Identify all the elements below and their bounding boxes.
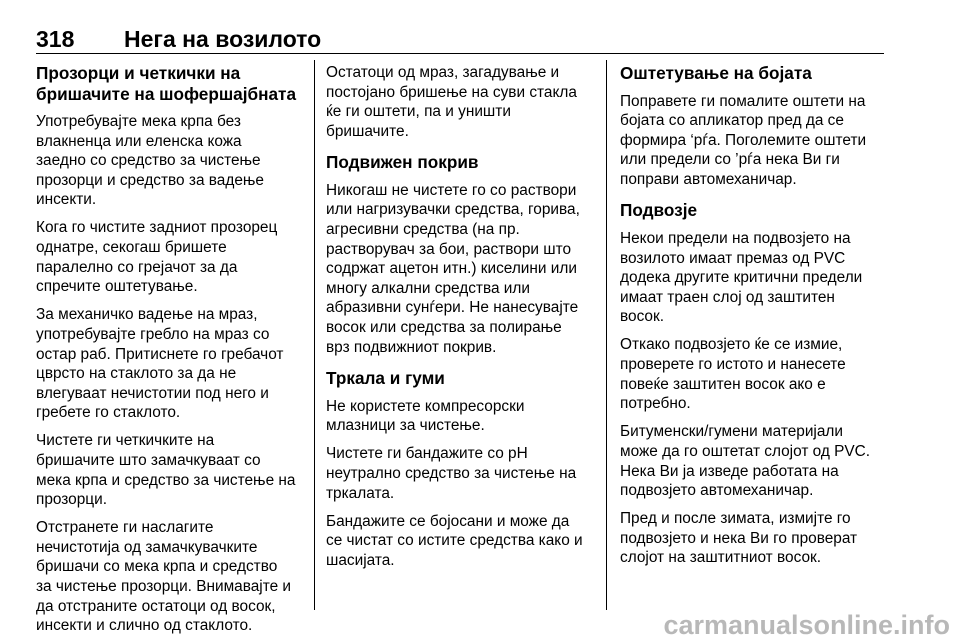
text-line: Не користете компресорски — [326, 397, 525, 415]
text-line: или нагризувачки средства, горива, — [326, 201, 580, 219]
section-heading-paint-damage: Оштетување на бојата — [620, 63, 812, 83]
paragraph — [326, 512, 598, 571]
text-line: Поправете ги помалите оштети на — [620, 92, 866, 110]
text-line: многу алкални средства или — [326, 279, 530, 297]
text-line: содржат ацетон итн.) киселини или — [326, 260, 577, 278]
text-line: прозорци. — [36, 491, 107, 509]
paragraph — [620, 422, 888, 500]
column-left — [36, 63, 308, 644]
text-line: влакненца или еленска кожа — [36, 132, 242, 150]
text-line: растворувач за бои, раствори што — [326, 240, 572, 258]
text-line: Некои предели на подвозјето на — [620, 229, 851, 247]
text-line: за чистење прозорци. Внимавајте и — [36, 578, 292, 596]
text-line: спречите оштетување. — [36, 278, 198, 296]
paragraph — [620, 335, 888, 413]
text-line: слојот на заштитниот восок. — [620, 549, 822, 567]
text-line: врз подвижниот покрив. — [326, 338, 497, 356]
text-line: восок. — [620, 308, 665, 326]
text-line: мека крпа и средство за чистење на — [36, 471, 296, 489]
text-line: шасијата. — [326, 551, 395, 569]
paragraph — [620, 229, 888, 327]
text-line: додека другите критични предели — [620, 269, 863, 287]
paragraph — [36, 431, 308, 509]
paragraph — [326, 181, 598, 357]
page-title: Нега на возилото — [124, 26, 322, 52]
text-line: бришачите на шофершајбната — [36, 83, 297, 104]
text-line: бришачи со мека крпа и средство — [36, 558, 278, 576]
text-line: Откако подвозјето ќе се измие, — [620, 336, 843, 354]
text-line: ќе ги оштети, па и уништи — [326, 103, 511, 121]
text-line: инсекти и слично од стаклото. — [36, 617, 253, 635]
paragraph — [36, 112, 308, 210]
text-line: Кога го чистите задниот прозорец — [36, 219, 278, 237]
paragraph — [326, 444, 598, 503]
text-line: тркалата. — [326, 484, 395, 502]
text-line: може да го оштетат слојот од PVC. — [620, 442, 871, 460]
paragraph — [326, 63, 598, 141]
text-line: прозорци и средство за вадење — [36, 171, 264, 189]
text-line: нечистотија од замачкувачките — [36, 538, 258, 556]
text-line: да отстраните остатоци од восок, — [36, 597, 276, 615]
column-divider — [606, 60, 607, 610]
header-rule — [36, 53, 884, 54]
text-line: агресивни средства (на пр. — [326, 221, 520, 239]
paragraph — [620, 509, 888, 568]
column-right — [620, 63, 888, 576]
section-heading-sunroof: Подвижен покрив — [326, 152, 479, 173]
watermark: carmanualsonline.info — [663, 610, 950, 640]
text-line: се чистат со истите средства како и — [326, 532, 583, 550]
text-line: Никогаш не чистете го со раствори — [326, 181, 577, 199]
section-heading-underbody: Подвозје — [620, 200, 698, 221]
text-line: гребете го стаклото. — [36, 404, 181, 422]
text-line: формира ‘рѓа. Поголемите оштети — [620, 131, 867, 149]
text-line: абразивни сунѓери. Не нанесувајте — [326, 299, 579, 317]
text-line: Отстранете ги наслагите — [36, 519, 214, 537]
text-line: влегуваат нечистотии под него и — [36, 384, 269, 402]
text-line: повеќе заштитен восок ако е — [620, 375, 826, 393]
column-divider — [314, 60, 315, 610]
text-line: инсекти. — [36, 191, 97, 209]
text-line: подвозјето и нека Ви го проверат — [620, 529, 858, 547]
text-line: возилото имаат премаз од PVC — [620, 249, 846, 267]
text-line: Бандажите се бојосани и може да — [326, 512, 570, 530]
text-line: цврсто на стаклото за да не — [36, 365, 237, 383]
text-line: заедно со средство за чистење — [36, 152, 261, 170]
text-line: бришачите. — [326, 122, 409, 140]
text-line: бришачите што замачкуваат со — [36, 452, 261, 469]
section-heading-wheels-tyres: Тркала и гуми — [326, 368, 445, 389]
column-middle — [326, 63, 598, 579]
paragraph — [36, 305, 308, 423]
text-line: постојано бришење на суви стакла — [326, 83, 577, 101]
page-header — [36, 26, 321, 53]
page-number: 318 — [36, 26, 75, 52]
text-line: восок или средства за полирање — [326, 319, 562, 337]
text-line: Употребувајте мека крпа без — [36, 113, 241, 130]
text-line: имаат траен слој од заштитен — [620, 288, 835, 306]
text-line: или предели со ’рѓа нека Ви ги — [620, 151, 840, 169]
text-line: Чистете ги бандажите со pH — [326, 445, 528, 463]
text-line: неутрално средство за чистење на — [326, 465, 577, 482]
section-heading-windows-wipers — [36, 63, 308, 104]
paragraph — [620, 92, 888, 190]
text-line: подвозјето автомеханичар. — [620, 482, 814, 500]
text-line: Битуменски/гумени материјали — [620, 423, 843, 441]
text-line: бојата со апликатор пред да се — [620, 112, 844, 130]
text-line: паралелно со грејачот за да — [36, 258, 238, 276]
text-line: употребувајте гребло на мраз со — [36, 325, 270, 343]
paragraph — [36, 218, 308, 296]
text-line: проверете го истото и нанесете — [620, 356, 846, 374]
paragraph — [326, 397, 598, 436]
text-line: Чистете ги четкичките на — [36, 432, 215, 450]
text-line: Прозорци и четкички на — [36, 63, 241, 83]
text-line: Пред и после зимата, измијте го — [620, 510, 851, 528]
text-line: однатре, секогаш бришете — [36, 239, 227, 257]
text-line: потребно. — [620, 395, 691, 413]
text-line: млазници за чистење. — [326, 417, 485, 435]
text-line: остар раб. Притиснете го гребачот — [36, 345, 284, 363]
text-line: поправи автомеханичар. — [620, 170, 797, 188]
text-line: Остатоци од мраз, загадување и — [326, 64, 560, 81]
text-line: За механичко вадење на мраз, — [36, 306, 258, 324]
text-line: Нека Ви ја изведе работата на — [620, 462, 839, 480]
